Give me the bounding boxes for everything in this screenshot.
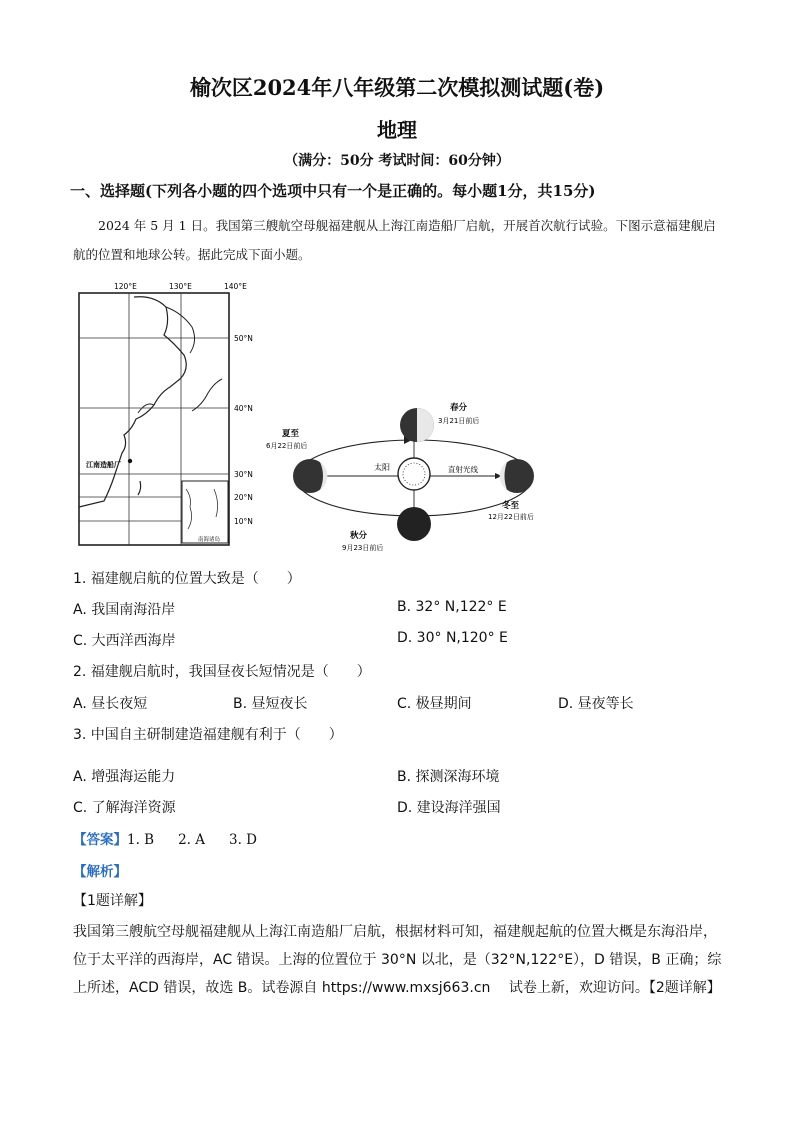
intro-paragraph: 2024 年 5 月 1 日。我国第三艘航空母舰福建舰从上海江南造船厂启航，开展首次航行试验。下图示意福建舰启航的位置和地球公转。据此完成下面小题。	[73, 218, 716, 262]
question-3-option-c: C. 了解海洋资源	[73, 800, 176, 816]
china-map-figure	[74, 283, 266, 549]
lon-label: 130°E	[169, 283, 192, 291]
ray-label: 直射光线	[448, 465, 478, 474]
lat-label: 50°N	[234, 334, 253, 343]
autumn-label: 秋分	[350, 531, 368, 541]
question-3-stem: 3. 中国自主研制建造福建舰有利于（ ）	[73, 727, 343, 743]
exam-info: （满分：50分 考试时间：60分钟）	[284, 153, 510, 169]
summer-label: 夏至	[282, 429, 300, 439]
section-heading: 一、选择题(下列各小题的四个选项中只有一个是正确的。每小题1分，共15分)	[70, 182, 596, 200]
analysis-paragraph: 我国第三艘航空母舰福建舰从上海江南造船厂启航，根据材料可知，福建舰起航的位置大概是东海沿岸，位于太平洋的西海岸，AC 错误。上海的位置位于 30°N 以北，是（32°N,122°E），D 错误，B 正确；综上所述，ACD 错误，故选 B。试卷源自 https://www.mxsj663.cn 试卷上新，欢迎访问。【2题详解】	[73, 924, 722, 996]
lat-label: 20°N	[234, 493, 253, 502]
summer-date: 6月22日前后	[266, 442, 308, 450]
answer-1: 1. B	[127, 832, 155, 848]
question-2-option-d: D. 昼夜等长	[558, 696, 634, 712]
lon-label: 140°E	[224, 283, 247, 291]
analysis-text	[73, 918, 723, 1002]
lat-label: 40°N	[234, 404, 253, 413]
question-1-stem: 1. 福建舰启航的位置大致是（ ）	[73, 571, 301, 587]
lat-label: 10°N	[234, 517, 253, 526]
analysis-label-line	[73, 860, 127, 880]
earth-autumn	[397, 507, 431, 541]
subject-title: 地理	[377, 118, 417, 142]
shipyard-label: 江南造船厂	[86, 461, 121, 469]
question-3-option-b: B. 探测深海环境	[397, 769, 500, 785]
question-2-stem: 2. 福建舰启航时，我国昼夜长短情况是（ ）	[73, 664, 371, 680]
question-3-option-a: A. 增强海运能力	[73, 769, 176, 785]
page-title: 榆次区2024年八年级第二次模拟测试题(卷)	[189, 75, 605, 100]
winter-date: 12月22日前后	[488, 513, 534, 521]
spring-label: 春分	[450, 403, 468, 413]
question-3-option-d: D. 建设海洋强国	[397, 800, 501, 816]
winter-label: 冬至	[502, 501, 520, 511]
question-1-option-c: C. 大西洋西海岸	[73, 633, 176, 649]
answer-3: 3. D	[229, 832, 258, 848]
detail-heading: 【1题详解】	[73, 893, 152, 909]
spring-date: 3月21日前后	[438, 417, 480, 425]
lon-label: 120°E	[114, 283, 137, 291]
question-1-option-b: B. 32° N,122° E	[397, 599, 507, 615]
answer-line	[73, 828, 257, 848]
earth-orbit-figure	[262, 396, 552, 552]
question-1-option-a: A. 我国南海沿岸	[73, 602, 176, 618]
answer-label: 【答案】	[73, 832, 127, 848]
answer-2: 2. A	[178, 832, 206, 848]
intro-text	[73, 211, 723, 269]
sun-label: 太阳	[374, 463, 390, 472]
question-2-option-c: C. 极昼期间	[397, 696, 472, 712]
inset-label: 南海诸岛	[198, 537, 221, 543]
question-2-option-a: A. 昼长夜短	[73, 696, 148, 712]
shipyard-marker	[128, 459, 132, 463]
autumn-date: 9月23日前后	[342, 544, 384, 552]
question-1-option-d: D. 30° N,120° E	[397, 630, 508, 646]
south-sea-inset	[182, 481, 228, 543]
lat-label: 30°N	[234, 470, 253, 479]
analysis-label: 【解析】	[73, 864, 127, 880]
question-2-option-b: B. 昼短夜长	[233, 696, 308, 712]
